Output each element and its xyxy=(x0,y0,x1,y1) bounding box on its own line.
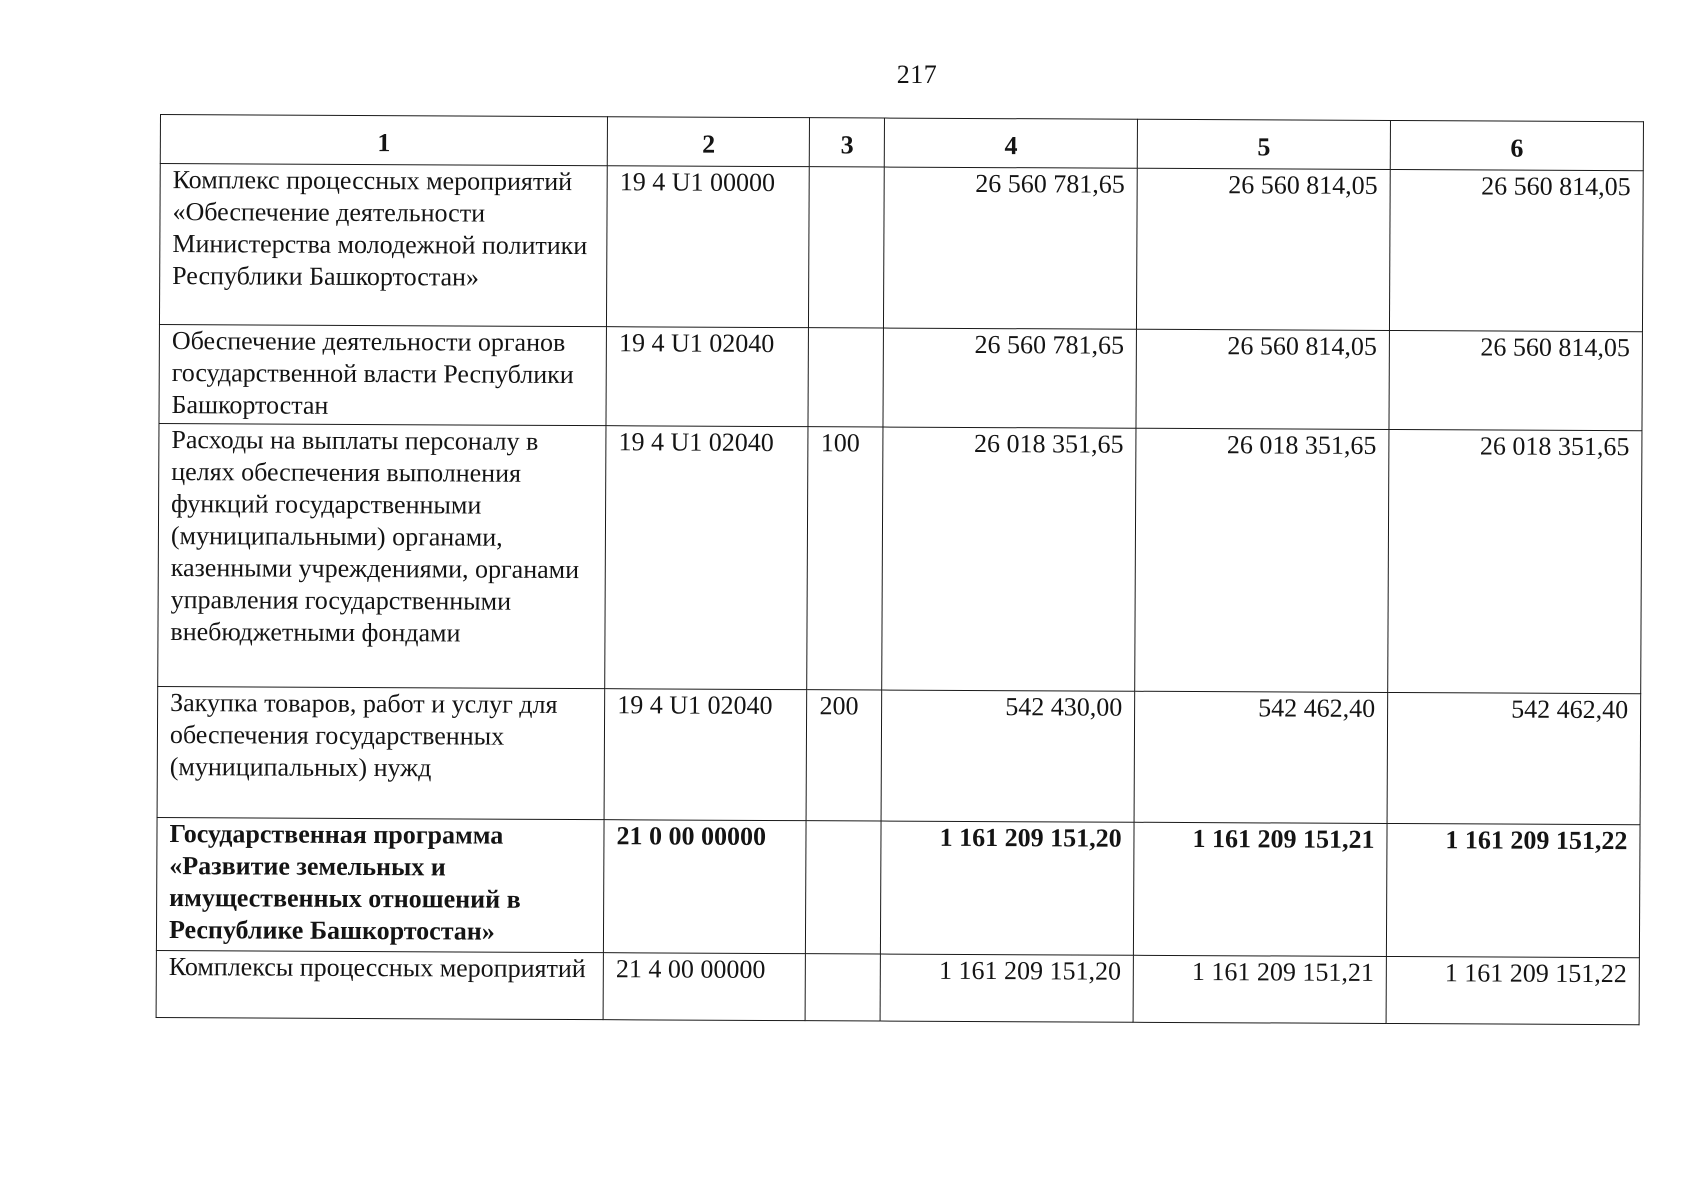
table-row xyxy=(156,950,1639,1024)
row-sum-col6-cell: 1 161 209 151,22 xyxy=(1386,957,1639,1025)
row-vr-cell xyxy=(806,821,881,954)
page-number: 217 xyxy=(896,60,938,89)
column-header-4: 4 xyxy=(885,118,1138,168)
row-vr-cell: 200 xyxy=(806,690,881,821)
row-vr-cell xyxy=(809,167,885,328)
table-header-row xyxy=(160,115,1643,171)
row-name-cell: Комплекс процессных мероприятий «Обеспечение деятельности Министерства молодежной политики Республики Башкортостан» xyxy=(159,164,607,327)
row-sum-col4-cell: 542 430,00 xyxy=(881,690,1135,822)
budget-table xyxy=(156,114,1644,1025)
row-sum-col5-cell: 26 560 814,05 xyxy=(1137,168,1391,330)
row-sum-col5-cell: 26 560 814,05 xyxy=(1136,329,1389,429)
row-sum-col6-cell: 26 560 814,05 xyxy=(1390,170,1644,332)
table-row xyxy=(159,164,1643,332)
table-row-program xyxy=(156,817,1640,957)
column-header-1: 1 xyxy=(160,115,607,166)
table-row xyxy=(157,686,1641,824)
row-sum-col5-cell: 1 161 209 151,21 xyxy=(1133,955,1386,1023)
row-sum-col5-cell: 542 462,40 xyxy=(1134,691,1388,823)
row-sum-col4-cell: 1 161 209 151,20 xyxy=(881,821,1135,955)
row-sum-col6-cell: 26 018 351,65 xyxy=(1388,430,1642,694)
row-sum-col5-cell: 26 018 351,65 xyxy=(1135,428,1389,692)
row-name-cell: Комплексы процессных мероприятий xyxy=(156,950,603,1019)
row-sum-col4-cell: 26 560 781,65 xyxy=(884,167,1138,329)
row-sum-col5-cell: 1 161 209 151,21 xyxy=(1134,822,1388,956)
row-code-cell: 21 4 00 00000 xyxy=(603,953,806,1021)
row-sum-col6-cell: 26 560 814,05 xyxy=(1389,331,1642,431)
row-code-cell: 21 0 00 00000 xyxy=(604,820,807,954)
column-header-6: 6 xyxy=(1390,121,1643,171)
row-sum-col6-cell: 1 161 209 151,22 xyxy=(1386,824,1640,958)
row-sum-col6-cell: 542 462,40 xyxy=(1387,693,1641,825)
row-vr-cell xyxy=(808,328,883,427)
row-vr-cell xyxy=(806,954,881,1021)
row-name-cell: Государственная программа «Развитие земельных и имущественных отношений в Республике Башкортостан» xyxy=(156,817,604,952)
row-code-cell: 19 4 U1 02040 xyxy=(606,327,809,427)
row-code-cell: 19 4 U1 00000 xyxy=(607,166,810,328)
table-row xyxy=(158,423,1642,693)
row-sum-col4-cell: 26 018 351,65 xyxy=(882,427,1136,691)
column-header-3: 3 xyxy=(810,118,885,167)
column-header-2: 2 xyxy=(607,117,810,167)
row-name-cell: Расходы на выплаты персоналу в целях обеспечения выполнения функций государственными (муниципальными) органами, казенными учреждениями, органами управления государственными внебюджетными фондами xyxy=(158,423,606,688)
row-code-cell: 19 4 U1 02040 xyxy=(605,426,809,690)
row-vr-cell: 100 xyxy=(807,427,883,690)
table-row xyxy=(159,324,1642,430)
column-header-5: 5 xyxy=(1137,119,1390,169)
row-code-cell: 19 4 U1 02040 xyxy=(604,689,807,821)
row-name-cell: Закупка товаров, работ и услуг для обеспечения государственных (муниципальных) нужд xyxy=(157,686,605,819)
row-sum-col4-cell: 1 161 209 151,20 xyxy=(880,954,1133,1022)
row-name-cell: Обеспечение деятельности органов государственной власти Республики Башкортостан xyxy=(159,324,607,425)
row-sum-col4-cell: 26 560 781,65 xyxy=(883,328,1136,428)
